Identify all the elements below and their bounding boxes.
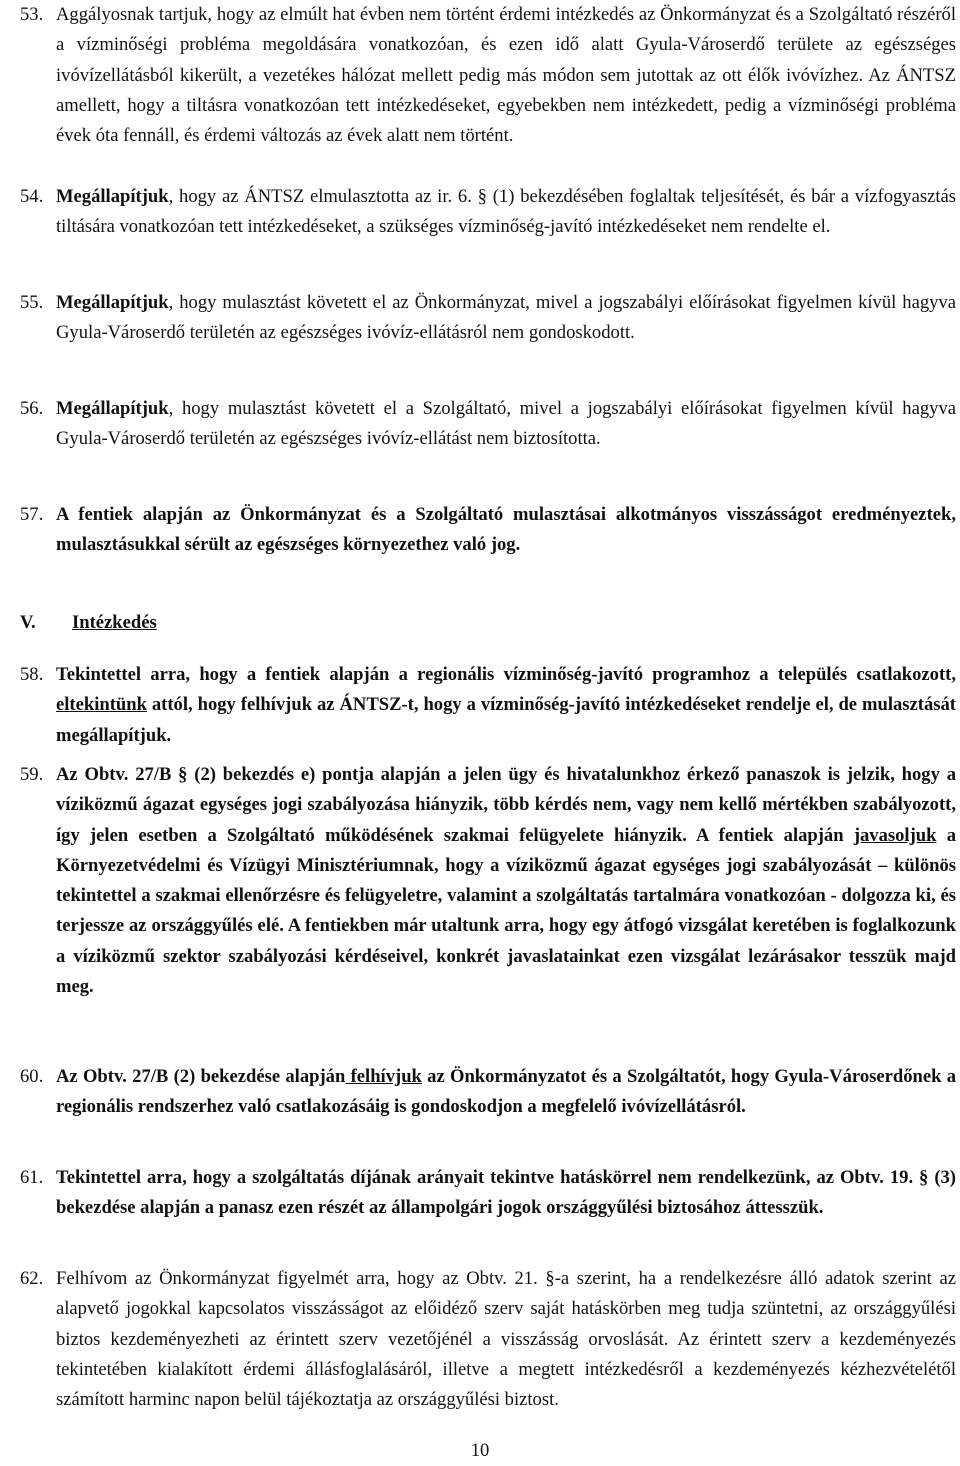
paragraph-54 <box>20 182 956 243</box>
section-title: Intézkedés <box>72 612 157 633</box>
paragraph-text <box>56 1163 956 1224</box>
paragraph-55 <box>20 288 956 349</box>
paragraph-text <box>56 760 956 1002</box>
text-run: Aggályosnak tartjuk, hogy az elmúlt hat évben nem történt érdemi intézkedés az Önkormányzat és a Szolgáltató részéről a vízminőségi probléma megoldására vonatkozóan, és ezen idő alatt Gyula-Városerdő területe az egészséges ivóvízellátásból kikerült, a vezetékes hálózat mellett pedig más módon sem jutottak az ott élők ivóvízhez. Az ÁNTSZ amellett, hogy a tiltásra vonatkozóan tett intézkedéseket, egyebekben nem intézkedett, pedig a vízminőségi probléma évek óta fennáll, és érdemi változás az évek alatt nem történt. <box>56 4 956 147</box>
bold-text: Tekintettel arra, hogy a szolgáltatás díjának arányait tekintve hatáskörrel nem rendelkezünk, az Obtv. 19. § (3) bekezdése alapján a panasz ezen részét az állampolgári jogok országgyűlési biztosához áttesszük. <box>56 1167 956 1219</box>
paragraph-text <box>56 394 956 455</box>
paragraph-text <box>56 0 956 151</box>
bold-text: Az Obtv. 27/B § (2) bekezdés e) pontja alapján a jelen ügy és hivatalunkhoz érkező panaszok is jelzik, hogy a víziközmű ágazat egységes jogi szabályozása hiányzik, több kérdés nem, vagy nem kellő mértékben szabályozott, így jelen esetben a Szolgáltató működésének szakmai felügyelete hiányzik. A fentiek alapján <box>56 764 956 846</box>
paragraph-text <box>56 182 956 243</box>
bold-text: Megállapítjuk <box>56 292 169 313</box>
paragraph-text <box>56 500 956 561</box>
bold-text: az Önkormányzatot és a Szolgáltatót, hogy Gyula-Városerdőnek a regionális rendszerhez való csatlakozásáig is gondoskodjon a megfelelő ivóvízellátásról. <box>56 1066 957 1118</box>
paragraph-number: 57. <box>20 504 44 525</box>
bold-text: Megállapítjuk <box>56 398 169 419</box>
paragraph-60 <box>20 1062 956 1123</box>
bold-text: Tekintettel arra, hogy a fentiek alapján a regionális vízminőség-javító programhoz a település csatlakozott, <box>56 664 956 685</box>
paragraph-text <box>56 1264 956 1415</box>
bold-text: A fentiek alapján az Önkormányzat és a Szolgáltató mulasztásai alkotmányos visszásságot eredményeztek, mulasztásukkal sérült az egészséges környezethez való jog. <box>56 504 956 556</box>
paragraph-number: 59. <box>20 764 44 785</box>
section-number: V. <box>20 612 36 633</box>
paragraph-56 <box>20 394 956 455</box>
paragraph-number: 58. <box>20 664 44 685</box>
paragraph-58 <box>20 660 956 751</box>
text-run: , hogy az ÁNTSZ elmulasztotta az ir. 6. § (1) bekezdésében foglaltak teljesítését, és bár a vízfogyasztás tiltására vonatkozóan tett intézkedéseket, a szükséges vízminőség-javító intézkedéseket nem rendelte el. <box>56 186 956 238</box>
paragraph-number: 54. <box>20 186 44 207</box>
paragraph-62 <box>20 1264 956 1415</box>
paragraph-number: 61. <box>20 1167 44 1188</box>
bold-text: Megállapítjuk <box>56 186 169 207</box>
page-number: 10 <box>470 1440 490 1461</box>
paragraph-text <box>56 288 956 349</box>
underlined-bold-text: javasoljuk <box>853 824 937 846</box>
bold-text: attól, hogy felhívjuk az ÁNTSZ-t, hogy a vízminőség-javító intézkedéseket rendelje el, de mulasztását megállapítjuk. <box>56 694 956 746</box>
paragraph-text <box>56 660 956 751</box>
paragraph-number: 53. <box>20 4 44 25</box>
paragraph-number: 60. <box>20 1066 44 1087</box>
bold-text: a Környezetvédelmi és Vízügyi Minisztériumnak, hogy a víziközmű ágazat egységes jogi szabályozását – különös tekintettel a szakmai ellenőrzésre és felügyeletre, valamint a szolgáltatás tartalmára vonatkozóan - dolgozza ki, és terjessze az országgyűlés elé. A fentiekben már utaltunk arra, hogy egy átfogó vizsgálat keretében is foglalkozunk a víziközmű szektor szabályozási kérdéseivel, konkrét javaslatainkat ezen vizsgálat lezárásakor tesszük majd meg. <box>56 824 956 998</box>
paragraph-number: 56. <box>20 398 44 419</box>
underlined-bold-text: eltekintünk <box>56 694 147 716</box>
paragraph-text <box>56 1062 956 1123</box>
paragraph-57 <box>20 500 956 561</box>
paragraph-number: 55. <box>20 292 44 313</box>
paragraph-59 <box>20 760 956 1002</box>
text-run: , hogy mulasztást követett el a Szolgáltató, mivel a jogszabályi előírásokat figyelmen kívül hagyva Gyula-Városerdő területén az egészséges ivóvíz-ellátást nem biztosította. <box>56 398 956 450</box>
paragraph-53 <box>20 0 956 151</box>
text-run: , hogy mulasztást követett el az Önkormányzat, mivel a jogszabályi előírásokat figyelmen kívül hagyva Gyula-Városerdő területén az egészséges ivóvíz-ellátásról nem gondoskodott. <box>56 292 956 344</box>
paragraph-61 <box>20 1163 956 1224</box>
underlined-bold-text: felhívjuk <box>345 1066 422 1087</box>
bold-text: Az Obtv. 27/B (2) bekezdése alapján <box>56 1066 346 1087</box>
paragraph-number: 62. <box>20 1268 44 1289</box>
text-run: Felhívom az Önkormányzat figyelmét arra, hogy az Obtv. 21. §-a szerint, ha a rendelkezésre álló adatok szerint az alapvető jogokkal kapcsolatos visszásságot az előidéző szerv saját hatáskörben meg tudja szüntetni, az országgyűlési biztos kezdeményezheti az érintett szerv vezetőjénél a visszásság orvoslását. Az érintett szerv a kezdeményezés tekintetében kialakított érdemi állásfoglalásáról, illetve a megtett intézkedésről a kezdeményezés kézhezvételétől számított harminc napon belül tájékoztatja az országgyűlési biztost. <box>56 1268 956 1411</box>
